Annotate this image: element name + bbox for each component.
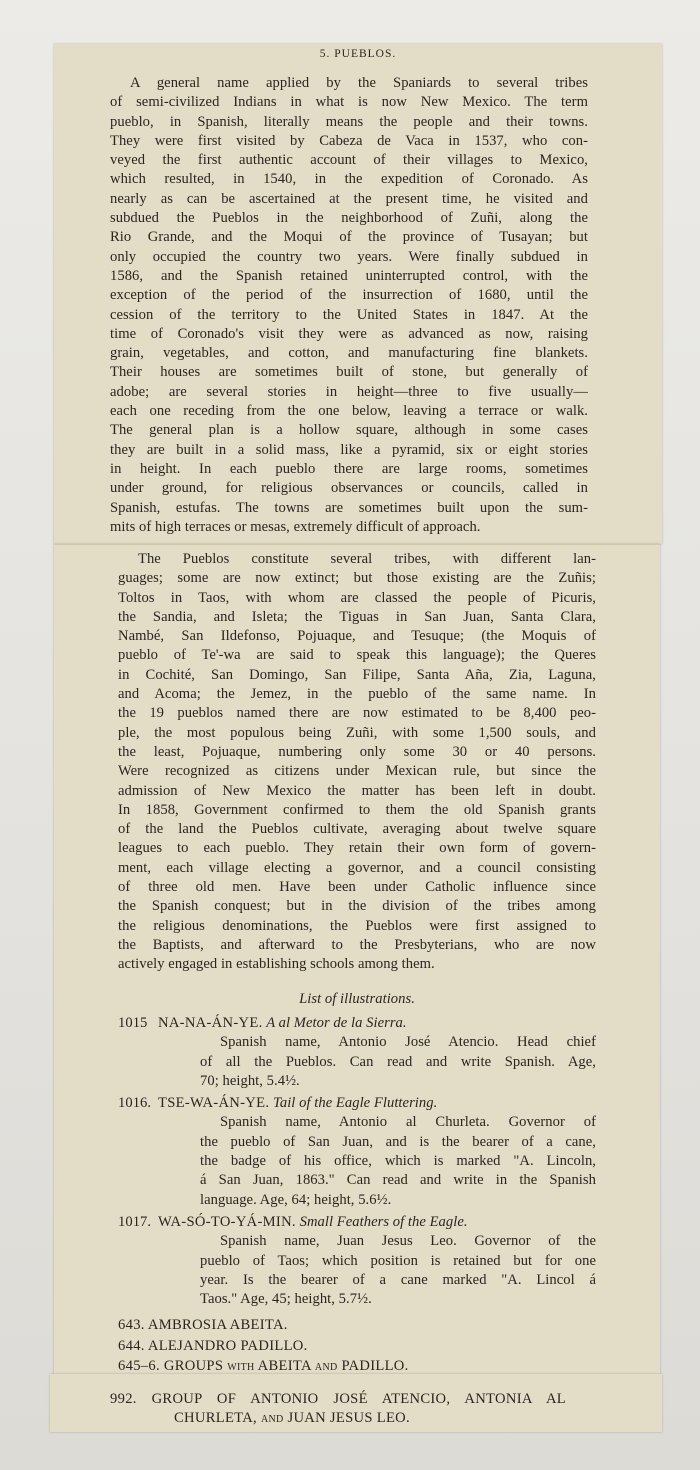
paragraph-line: adobe; are several stories in height—three to five usually— [110,383,588,400]
paragraph-line: exception of the period of the insurrection of 1680, until the [110,287,588,304]
paste-seam [54,544,660,545]
paragraph-line: A general name applied by the Spaniards to several tribes [130,75,588,91]
entry-line: of all the Pueblos. Can read and write Spanish. Age, [200,1053,596,1070]
paragraph-line: pueblo of Te'-wa are said to speak this language); the Queres [118,647,596,664]
paragraph-line: admission of New Mexico the matter has been left in doubt. [118,782,596,799]
paragraph-line: grain, vegetables, and cotton, and manufacturing fine blankets. [110,345,588,362]
entry-line: the pueblo of San Juan, and is the bearer of a cane, [200,1133,596,1150]
paragraph-line: of semi-civilized Indians in what is now New Mexico. The term [110,94,588,111]
entry-number: 1015 [118,1015,148,1031]
short-entry: 643. AMBROSIA ABEITA. [118,1317,288,1333]
entry-translation: A al Metor de la Sierra. [266,1015,407,1031]
entry-heading [118,1014,596,1033]
paragraph-line: ple, the most populous being Zuñi, with some 1,500 souls, and [118,724,596,741]
paragraph-line: Nambé, San Ildefonso, Pojuaque, and Tesuque; (the Moquis of [118,628,596,645]
entry-line: language. Age, 64; height, 5.6½. [200,1191,392,1208]
short-entry: 644. ALEJANDRO PADILLO. [118,1337,308,1354]
paragraph-line: which resulted, in 1540, in the expedition of Coronado. As [110,171,588,188]
group-entry-line: CHURLETA, and JUAN JESUS LEO. [174,1410,410,1427]
paragraph-line: Spanish, estufas. The towns are sometimes built upon the sum- [110,499,588,516]
paragraph-line: subdued the Pueblos in the neighborhood of Zuñi, along the [110,210,588,227]
entry-heading [118,1213,596,1232]
paragraph-line: leagues to each pueblo. They retain their own form of govern- [118,840,596,857]
entry-heading [118,1094,596,1113]
paragraph-history [110,74,588,537]
paragraph-line: the least, Pojuaque, numbering only some 30 or 40 persons. [118,743,596,760]
paragraph-line: Rio Grande, and the Moqui of the province of Tusayan; but [110,229,588,246]
paragraph-line: pueblo, in Spanish, literally means the people and their towns. [110,113,588,130]
entry-line: 70; height, 5.4½. [200,1072,300,1089]
list-heading: List of illustrations. [299,991,415,1007]
entry-name: TSE-WA-ÁN-YE. [158,1095,270,1112]
paragraph-line: they are built in a solid mass, like a pyramid, six or eight stories [110,441,588,458]
entry-name: WA-SÓ-TO-YÁ-MIN. [158,1213,296,1230]
entry-number: 1017. [118,1213,152,1230]
paragraph-line: each one receding from the one below, leaving a terrace or walk. [110,403,588,420]
paragraph-line: mits of high terraces or mesas, extremely difficult of approach. [110,518,481,535]
paragraph-line: time of Coronado's visit they were as advanced as now, raising [110,325,588,342]
section-heading: 5. PUEBLOS. [319,48,397,60]
paragraph-line: The general plan is a hollow square, although in some cases [110,422,588,439]
short-entries [118,1315,596,1377]
entry-line: Taos." Age, 45; height, 5.7½. [200,1291,372,1308]
entry-line: Spanish name, Antonio José Atencio. Head chief [220,1034,596,1051]
group-entry [110,1390,566,1429]
short-entry: 645–6. GROUPS with ABEITA and PADILLO. [118,1358,409,1374]
paragraph-line: They were first visited by Cabeza de Vaca in 1537, who con- [110,132,588,149]
entry-name: NA-NA-ÁN-YE. [158,1015,263,1031]
paragraph-line: The Pueblos constitute several tribes, with different lan- [138,551,596,567]
paragraph-line: the 19 pueblos named there are now estimated to be 8,400 peo- [118,705,596,722]
illustration-entries [118,1014,596,1312]
entry-line: pueblo of Taos; which position is retained but for one [200,1252,596,1269]
paragraph-line: under ground, for religious observances or councils, called in [110,480,588,497]
paragraph-line: and Acoma; the Jemez, in the pueblo of the same name. In [118,686,596,703]
entry-translation: Tail of the Eagle Fluttering. [273,1095,438,1112]
group-entry-line: 992. GROUP OF ANTONIO JOSÉ ATENCIO, ANTONIA AL [110,1391,566,1407]
paragraph-line: in Cochité, San Domingo, San Filipe, Santa Aña, Zia, Laguna, [118,666,596,683]
paragraph-line: the Spanish conquest; but in the division of the tribes among [118,898,596,915]
paragraph-line: the Sandia, and Isleta; the Tiguas in San Juan, Santa Clara, [118,608,596,625]
paragraph-line: 1586, and the Spanish retained uninterrupted control, with the [110,267,588,284]
paragraph-line: of the land the Pueblos cultivate, averaging about twelve square [118,821,596,838]
paragraph-line: in height. In each pueblo there are large rooms, sometimes [110,460,588,477]
paragraph-line: ment, each village electing a governor, and a council consisting [118,859,596,876]
paragraph-tribes [118,550,596,975]
paragraph-line: actively engaged in establishing schools among them. [118,956,435,973]
entry-line: year. Is the bearer of a cane marked "A. Lincol á [200,1271,596,1288]
entry-translation: Small Feathers of the Eagle. [299,1213,468,1230]
entry-line: Spanish name, Juan Jesus Leo. Governor of the [220,1233,596,1250]
paragraph-line: In 1858, Government confirmed to them the old Spanish grants [118,801,596,818]
paragraph-line: cession of the territory to the United States in 1847. At the [110,306,588,323]
entry-line: Spanish name, Antonio al Churleta. Governor of [220,1114,596,1131]
paragraph-line: the religious denominations, the Pueblos were first assigned to [118,917,596,934]
paragraph-line: nearly as can be ascertained at the present time, he visited and [110,190,588,207]
paragraph-line: only occupied the country two years. Were finally subdued in [110,248,588,265]
paragraph-line: of three old men. Have been under Catholic influence since [118,879,596,896]
entry-number: 1016. [118,1095,152,1112]
entry-line: the badge of his office, which is marked "A. Lincoln, [200,1153,596,1170]
paragraph-line: guages; some are now extinct; but those existing are the Zuñis; [118,570,596,587]
paragraph-line: Their houses are sometimes built of stone, but generally of [110,364,588,381]
paragraph-line: veyed the first authentic account of their villages to Mexico, [110,152,588,169]
paragraph-line: Toltos in Taos, with whom are classed the people of Picuris, [118,589,596,606]
paragraph-line: the Baptists, and afterward to the Presbyterians, who are now [118,936,596,953]
paragraph-line: Were recognized as citizens under Mexican rule, but since the [118,763,596,780]
entry-line: á San Juan, 1863." Can read and write in the Spanish [200,1172,596,1189]
